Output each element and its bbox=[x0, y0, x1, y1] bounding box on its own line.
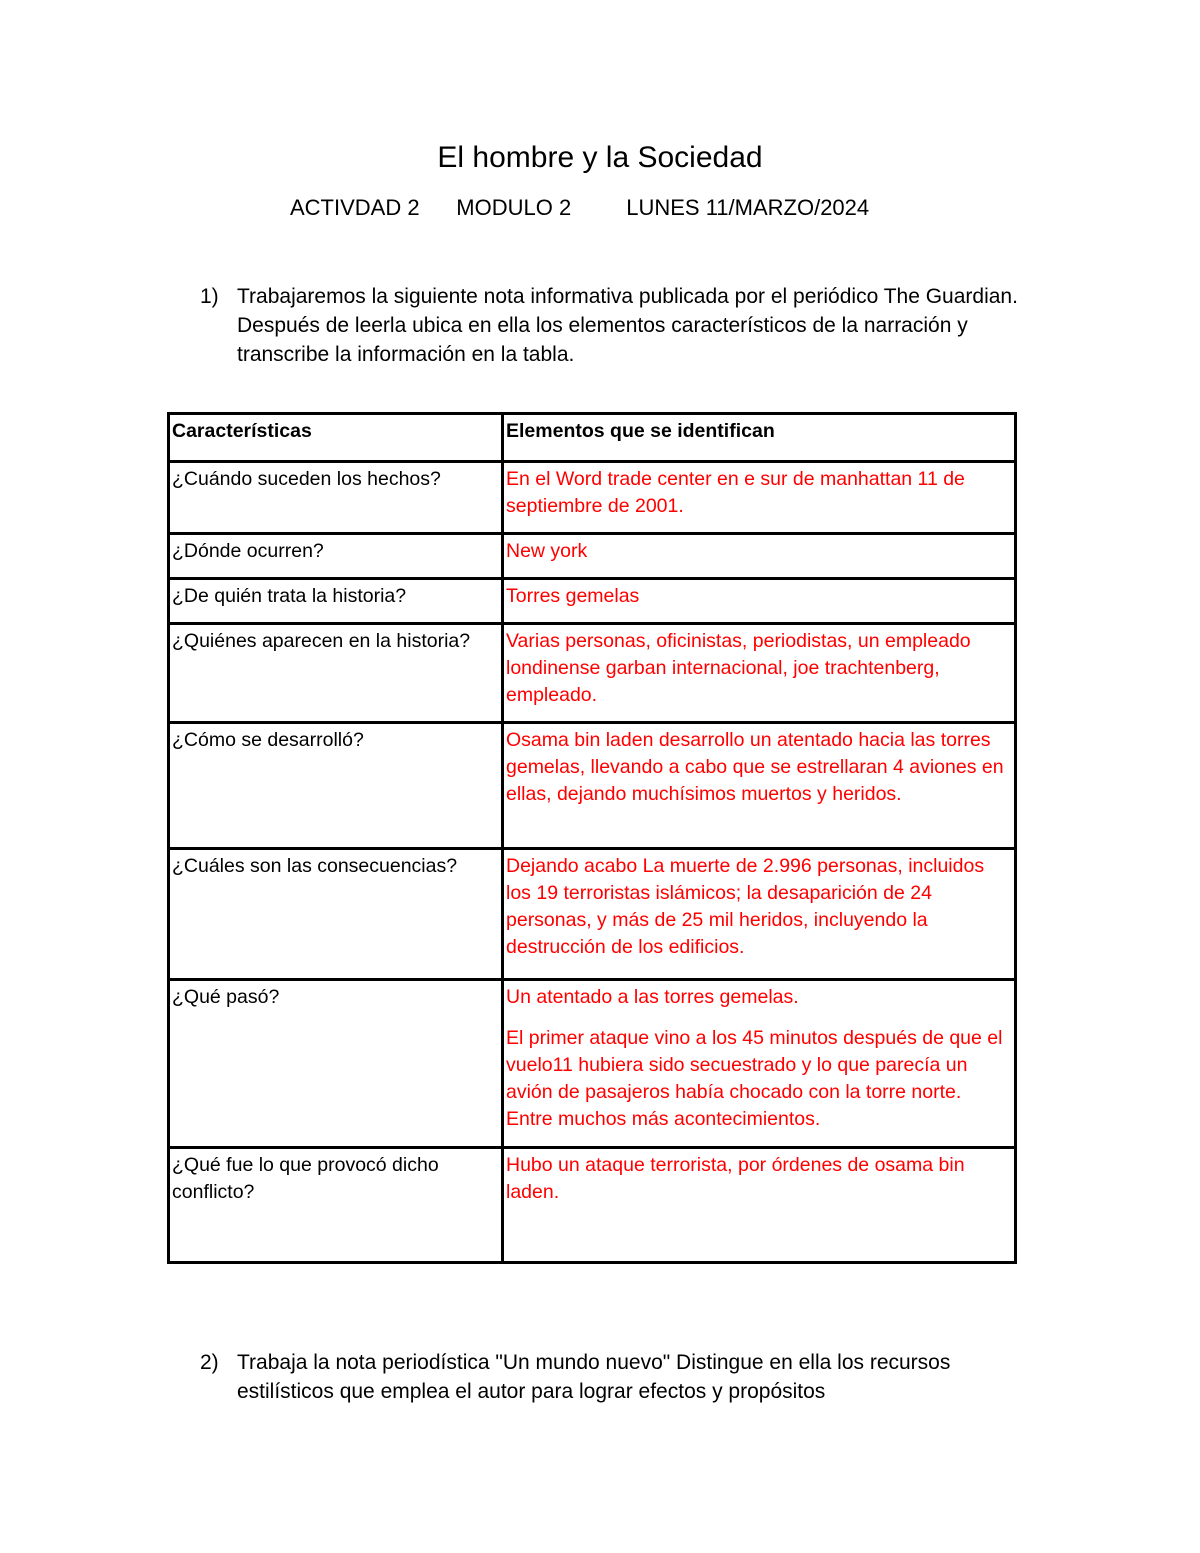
header-elements: Elementos que se identifican bbox=[503, 414, 1016, 462]
row-question: ¿Cuándo suceden los hechos? bbox=[169, 462, 503, 534]
row-question: ¿Qué pasó? bbox=[169, 980, 503, 1148]
row-answer: Torres gemelas bbox=[503, 579, 1016, 624]
table-row bbox=[169, 462, 1016, 534]
row-question: ¿Qué fue lo que provocó dicho conflicto? bbox=[169, 1148, 503, 1263]
row-question: ¿Cómo se desarrolló? bbox=[169, 723, 503, 849]
row-answer: Hubo un ataque terrorista, por órdenes de osama bin laden. bbox=[503, 1148, 1016, 1263]
table-row bbox=[169, 849, 1016, 980]
row-answer: Dejando acabo La muerte de 2.996 personas, incluidos los 19 terroristas islámicos; la desaparición de 24 personas, y más de 25 mil heridos, incluyendo la destrucción de los edificios. bbox=[503, 849, 1016, 980]
row-answer: Osama bin laden desarrollo un atentado hacia las torres gemelas, llevando a cabo que se estrellaran 4 aviones en ellas, dejando muchísimos muertos y heridos. bbox=[503, 723, 1016, 849]
row-answer: New york bbox=[503, 534, 1016, 579]
header-characteristics: Características bbox=[169, 414, 503, 462]
table-row bbox=[169, 534, 1016, 579]
row-answer-cell bbox=[503, 980, 1016, 1148]
table-row bbox=[169, 723, 1016, 849]
document-subtitle bbox=[290, 193, 869, 223]
row-question: ¿Quiénes aparecen en la historia? bbox=[169, 624, 503, 723]
row-answer: En el Word trade center en e sur de manhattan 11 de septiembre de 2001. bbox=[503, 462, 1016, 534]
row-answer: Varias personas, oficinistas, periodistas, un empleado londinense garban internacional, joe trachtenberg, empleado. bbox=[503, 624, 1016, 723]
narrative-elements-table bbox=[167, 412, 1017, 1264]
table-row bbox=[169, 1148, 1016, 1263]
item-number: 2) bbox=[200, 1351, 219, 1374]
table-header-row bbox=[169, 414, 1016, 462]
row-question: ¿Cuáles son las consecuencias? bbox=[169, 849, 503, 980]
instruction-item-2 bbox=[200, 1348, 1030, 1408]
item-text: Trabaja la nota periodística "Un mundo nuevo" Distingue en ella los recursos estilísticos que emplea el autor para lograr efectos y propósitos bbox=[237, 1351, 951, 1403]
row-question: ¿Dónde ocurren? bbox=[169, 534, 503, 579]
row-answer-detail: El primer ataque vino a los 45 minutos después de que el vuelo11 hubiera sido secuestrado y lo que parecía un avión de pasajeros había chocado con la torre norte. Entre muchos más acontecimientos. bbox=[506, 1027, 1003, 1130]
row-question: ¿De quién trata la historia? bbox=[169, 579, 503, 624]
table-row bbox=[169, 624, 1016, 723]
activity-label: ACTIVDAD 2 bbox=[290, 195, 420, 220]
table-row bbox=[169, 579, 1016, 624]
module-label: MODULO 2 bbox=[456, 195, 572, 220]
item-number: 1) bbox=[200, 285, 219, 308]
document-title: El hombre y la Sociedad bbox=[437, 141, 763, 174]
item-text: Trabajaremos la siguiente nota informativa publicada por el periódico The Guardian. Después de leerla ubica en ella los elementos característicos de la narración y transcribe la información en la tabla. bbox=[237, 285, 1018, 366]
row-answer: Un atentado a las torres gemelas. bbox=[506, 986, 799, 1008]
table-row bbox=[169, 980, 1016, 1148]
instruction-item-1 bbox=[200, 282, 1030, 372]
date-label: LUNES 11/MARZO/2024 bbox=[626, 195, 870, 220]
